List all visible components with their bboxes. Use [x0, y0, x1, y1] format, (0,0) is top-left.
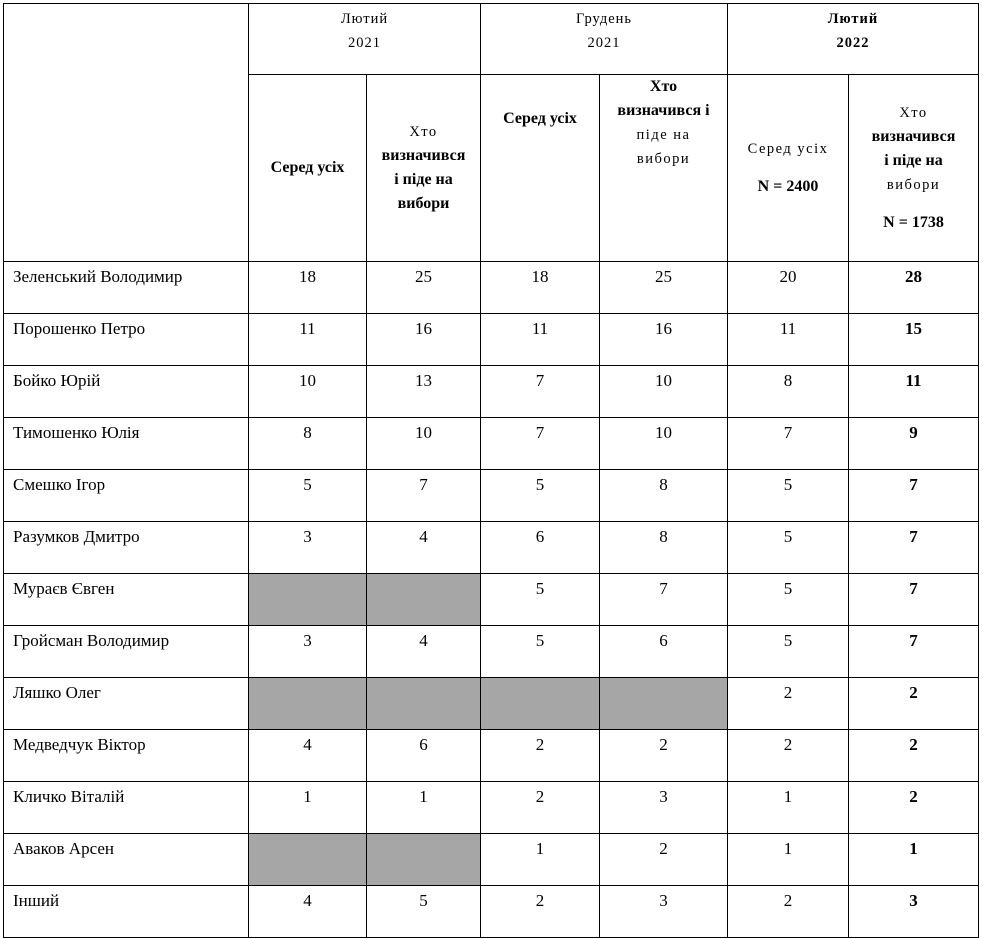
no-data-cell	[367, 678, 481, 730]
value-cell: 2	[481, 782, 600, 834]
value-cell: 18	[481, 262, 600, 314]
value-cell: 18	[249, 262, 367, 314]
value-cell: 8	[600, 522, 728, 574]
value-cell: 1	[728, 782, 849, 834]
subheader-among-all-feb-2022	[728, 75, 849, 262]
subheader-label: визначився	[381, 147, 466, 164]
value-cell: 16	[600, 314, 728, 366]
group-header-feb-2021	[249, 4, 481, 75]
subheader-decided-feb-2021	[367, 75, 481, 262]
subheader-label: і піде на	[884, 152, 943, 169]
value-cell: 5	[481, 574, 600, 626]
value-cell: 11	[249, 314, 367, 366]
value-cell: 2	[481, 886, 600, 938]
value-cell: 10	[249, 366, 367, 418]
subheader-label: вибори	[886, 177, 941, 193]
candidate-name: Медведчук Віктор	[4, 730, 249, 782]
value-cell: 15	[849, 314, 979, 366]
subheader-label: вибори	[397, 195, 450, 212]
value-cell: 25	[367, 262, 481, 314]
candidate-name: Гройсман Володимир	[4, 626, 249, 678]
candidate-name: Порошенко Петро	[4, 314, 249, 366]
value-cell: 8	[249, 418, 367, 470]
table-row	[4, 730, 979, 782]
value-cell: 5	[481, 626, 600, 678]
value-cell: 2	[728, 730, 849, 782]
group-year: 2021	[348, 35, 381, 51]
subheader-label: Серед усіх	[747, 141, 829, 157]
value-cell: 8	[600, 470, 728, 522]
subheader-decided-dec-2021	[600, 75, 728, 262]
no-data-cell	[249, 678, 367, 730]
subheader-label: Хто	[649, 78, 678, 95]
table-row	[4, 678, 979, 730]
value-cell: 2	[600, 834, 728, 886]
value-cell: 3	[600, 782, 728, 834]
value-cell: 7	[728, 418, 849, 470]
value-cell: 5	[481, 470, 600, 522]
value-cell: 3	[249, 522, 367, 574]
subheader-label: і піде на	[394, 171, 453, 188]
value-cell: 11	[849, 366, 979, 418]
group-month: Лютий	[827, 11, 879, 27]
value-cell: 7	[849, 470, 979, 522]
value-cell: 1	[249, 782, 367, 834]
subheader-among-all-feb-2021	[249, 75, 367, 262]
table-row	[4, 470, 979, 522]
candidate-name: Інший	[4, 886, 249, 938]
candidate-name: Бойко Юрій	[4, 366, 249, 418]
table-row	[4, 626, 979, 678]
value-cell: 5	[728, 522, 849, 574]
value-cell: 7	[481, 418, 600, 470]
value-cell: 2	[849, 782, 979, 834]
sample-size-decided: N = 1738	[883, 214, 944, 231]
subheader-label: Хто	[899, 105, 928, 121]
value-cell: 3	[249, 626, 367, 678]
value-cell: 1	[728, 834, 849, 886]
value-cell: 2	[481, 730, 600, 782]
value-cell: 13	[367, 366, 481, 418]
subheader-decided-feb-2022	[849, 75, 979, 262]
value-cell: 5	[249, 470, 367, 522]
value-cell: 7	[849, 574, 979, 626]
subheader-label: визначився і	[617, 102, 710, 119]
value-cell: 11	[728, 314, 849, 366]
group-year: 2021	[587, 35, 621, 51]
value-cell: 28	[849, 262, 979, 314]
value-cell: 5	[367, 886, 481, 938]
value-cell: 7	[367, 470, 481, 522]
candidate-name: Смешко Ігор	[4, 470, 249, 522]
subheader-label: піде на	[636, 127, 691, 143]
candidate-name: Зеленський Володимир	[4, 262, 249, 314]
value-cell: 5	[728, 626, 849, 678]
no-data-cell	[367, 834, 481, 886]
no-data-cell	[367, 574, 481, 626]
subheader-label: Хто	[409, 124, 438, 140]
value-cell: 6	[600, 626, 728, 678]
candidate-name: Ляшко Олег	[4, 678, 249, 730]
value-cell: 3	[600, 886, 728, 938]
group-header-row	[4, 4, 979, 75]
subheader-label: Серед усіх	[270, 159, 345, 176]
value-cell: 25	[600, 262, 728, 314]
value-cell: 2	[728, 678, 849, 730]
table-row	[4, 262, 979, 314]
value-cell: 1	[367, 782, 481, 834]
group-year: 2022	[836, 35, 870, 51]
table-row	[4, 574, 979, 626]
value-cell: 2	[728, 886, 849, 938]
candidate-name: Тимошенко Юлія	[4, 418, 249, 470]
value-cell: 7	[849, 522, 979, 574]
value-cell: 9	[849, 418, 979, 470]
no-data-cell	[249, 574, 367, 626]
value-cell: 10	[600, 366, 728, 418]
table-row	[4, 834, 979, 886]
value-cell: 5	[728, 470, 849, 522]
subheader-label: Серед усіх	[503, 110, 577, 127]
value-cell: 10	[367, 418, 481, 470]
subheader-label: визначився	[871, 128, 956, 145]
sample-size-all: N = 2400	[757, 178, 819, 195]
table-row	[4, 522, 979, 574]
value-cell: 1	[849, 834, 979, 886]
value-cell: 7	[481, 366, 600, 418]
value-cell: 10	[600, 418, 728, 470]
corner-cell	[4, 4, 249, 262]
no-data-cell	[249, 834, 367, 886]
candidate-name: Разумков Дмитро	[4, 522, 249, 574]
value-cell: 4	[367, 626, 481, 678]
value-cell: 8	[728, 366, 849, 418]
no-data-cell	[481, 678, 600, 730]
value-cell: 2	[600, 730, 728, 782]
value-cell: 16	[367, 314, 481, 366]
value-cell: 20	[728, 262, 849, 314]
group-month: Лютий	[340, 11, 389, 27]
value-cell: 11	[481, 314, 600, 366]
candidate-name: Мураєв Євген	[4, 574, 249, 626]
value-cell: 5	[728, 574, 849, 626]
value-cell: 2	[849, 730, 979, 782]
group-header-feb-2022	[728, 4, 979, 75]
value-cell: 7	[600, 574, 728, 626]
group-month: Грудень	[575, 11, 633, 27]
table-row	[4, 418, 979, 470]
value-cell: 6	[367, 730, 481, 782]
table-row	[4, 782, 979, 834]
candidate-name: Аваков Арсен	[4, 834, 249, 886]
value-cell: 3	[849, 886, 979, 938]
value-cell: 6	[481, 522, 600, 574]
value-cell: 4	[249, 730, 367, 782]
table-row	[4, 314, 979, 366]
subheader-among-all-dec-2021	[481, 75, 600, 262]
value-cell: 7	[849, 626, 979, 678]
value-cell: 4	[367, 522, 481, 574]
poll-table	[3, 3, 979, 938]
group-header-dec-2021	[481, 4, 728, 75]
table-row	[4, 886, 979, 938]
value-cell: 4	[249, 886, 367, 938]
table-row	[4, 366, 979, 418]
subheader-label: вибори	[636, 151, 691, 167]
no-data-cell	[600, 678, 728, 730]
candidate-name: Кличко Віталій	[4, 782, 249, 834]
value-cell: 1	[481, 834, 600, 886]
value-cell: 2	[849, 678, 979, 730]
